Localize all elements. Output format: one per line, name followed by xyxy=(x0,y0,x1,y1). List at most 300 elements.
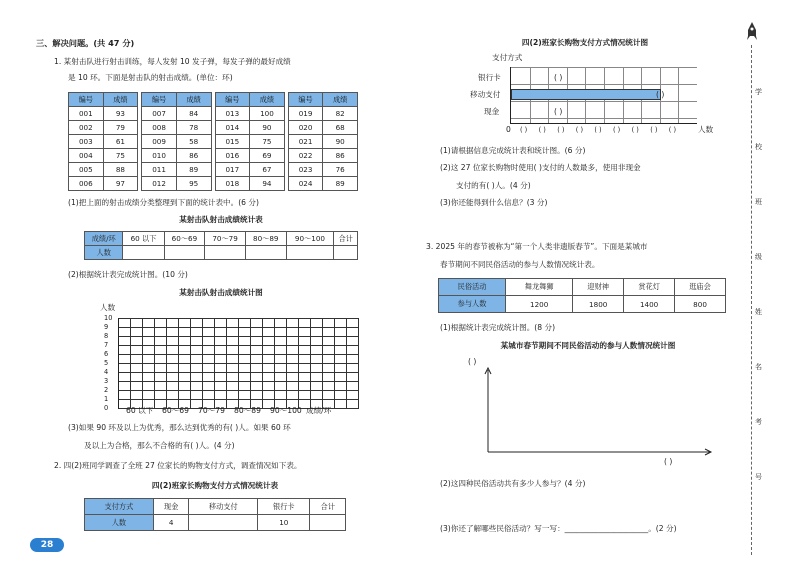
grid-cell[interactable] xyxy=(203,373,215,382)
grid-cell[interactable] xyxy=(155,364,167,373)
pay-xtick: ( ) xyxy=(631,126,639,134)
grid-cell[interactable] xyxy=(263,373,275,382)
grid-cell[interactable] xyxy=(131,382,143,391)
stat-answer-cell[interactable] xyxy=(164,246,205,260)
grid-cell[interactable] xyxy=(287,346,299,355)
score-value-cell: 90 xyxy=(250,121,285,135)
pay-xtick: ( ) xyxy=(594,126,602,134)
grid-cell[interactable] xyxy=(227,328,239,337)
stat-answer-cell[interactable] xyxy=(286,246,334,260)
folk-header: 赏花灯 xyxy=(624,279,675,296)
grid-cell[interactable] xyxy=(299,373,311,382)
grid-cell[interactable] xyxy=(239,391,251,400)
pay-hline xyxy=(511,118,697,119)
folk-chart-title: 某城市春节期间不同民俗活动的参与人数情况统计图 xyxy=(500,341,676,350)
pay-row-label: 人数 xyxy=(85,515,154,531)
grid-cell[interactable] xyxy=(263,319,275,328)
grid-cell[interactable] xyxy=(347,373,359,382)
q2-sub3: (3)你还能得到什么信息？(3 分) xyxy=(440,198,548,207)
folk-axes xyxy=(460,354,730,470)
shoot-xtick: 60～69 xyxy=(162,406,189,415)
grid-cell[interactable] xyxy=(119,328,131,337)
binding-label: 考 xyxy=(755,418,762,426)
grid-cell[interactable] xyxy=(275,382,287,391)
grid-cell[interactable] xyxy=(347,382,359,391)
grid-cell[interactable] xyxy=(263,391,275,400)
grid-cell[interactable] xyxy=(203,319,215,328)
grid-cell[interactable] xyxy=(239,382,251,391)
score-value-cell: 89 xyxy=(176,163,211,177)
stat-header: 80～89 xyxy=(245,232,286,246)
grid-cell[interactable] xyxy=(179,373,191,382)
grid-cell[interactable] xyxy=(287,337,299,346)
folk-row-label: 参与人数 xyxy=(439,296,506,313)
grid-cell[interactable] xyxy=(215,364,227,373)
score-value-cell: 78 xyxy=(176,121,211,135)
grid-cell[interactable] xyxy=(167,382,179,391)
grid-cell[interactable] xyxy=(143,337,155,346)
grid-cell[interactable] xyxy=(239,346,251,355)
grid-cell[interactable] xyxy=(347,364,359,373)
grid-cell[interactable] xyxy=(251,364,263,373)
grid-cell[interactable] xyxy=(167,364,179,373)
grid-cell[interactable] xyxy=(239,328,251,337)
pay-header: 银行卡 xyxy=(258,499,310,515)
stat-answer-cell[interactable] xyxy=(334,246,358,260)
grid-cell[interactable] xyxy=(143,364,155,373)
grid-cell[interactable] xyxy=(251,346,263,355)
folk-value: 800 xyxy=(675,296,726,313)
grid-cell[interactable] xyxy=(251,382,263,391)
shoot-xtick: 80～89 xyxy=(234,406,261,415)
grid-cell[interactable] xyxy=(311,382,323,391)
grid-cell[interactable] xyxy=(227,382,239,391)
pay-header: 移动支付 xyxy=(189,499,258,515)
pay-end-bank: ( ) xyxy=(554,73,563,82)
pay-cat-bank: 银行卡 xyxy=(478,73,501,82)
grid-cell[interactable] xyxy=(167,346,179,355)
grid-cell[interactable] xyxy=(287,328,299,337)
grid-cell[interactable] xyxy=(155,328,167,337)
grid-cell[interactable] xyxy=(311,364,323,373)
grid-cell[interactable] xyxy=(323,337,335,346)
shoot-grid[interactable] xyxy=(118,318,359,409)
pay-plot[interactable] xyxy=(510,67,697,124)
score-table-body xyxy=(69,107,358,191)
grid-cell[interactable] xyxy=(203,391,215,400)
score-id-cell: 020 xyxy=(288,121,323,135)
grid-cell[interactable] xyxy=(167,391,179,400)
grid-cell[interactable] xyxy=(263,364,275,373)
grid-cell[interactable] xyxy=(287,355,299,364)
q1-sub1: (1)把上面的射击成绩分类整理到下面的统计表中。(6 分) xyxy=(68,198,259,207)
grid-cell[interactable] xyxy=(119,337,131,346)
grid-cell[interactable] xyxy=(251,391,263,400)
grid-cell[interactable] xyxy=(323,328,335,337)
grid-cell[interactable] xyxy=(179,337,191,346)
grid-cell[interactable] xyxy=(143,391,155,400)
score-id-cell: 023 xyxy=(288,163,323,177)
q3-sub3: (3)你还了解哪些民俗活动？写一写：______________________。(2 分) xyxy=(440,524,677,533)
folk-header: 迎财神 xyxy=(573,279,624,296)
shoot-ytick: 8 xyxy=(104,332,109,340)
grid-cell[interactable] xyxy=(239,355,251,364)
grid-cell[interactable] xyxy=(191,391,203,400)
grid-cell[interactable] xyxy=(323,355,335,364)
grid-cell[interactable] xyxy=(215,346,227,355)
grid-cell[interactable] xyxy=(335,355,347,364)
score-id-cell: 004 xyxy=(69,149,104,163)
grid-cell[interactable] xyxy=(191,319,203,328)
grid-cell[interactable] xyxy=(131,328,143,337)
grid-cell[interactable] xyxy=(203,382,215,391)
grid-cell[interactable] xyxy=(167,319,179,328)
score-id-cell: 002 xyxy=(69,121,104,135)
score-id-cell: 009 xyxy=(142,135,177,149)
grid-cell[interactable] xyxy=(311,319,323,328)
score-header: 编号 xyxy=(215,93,250,107)
q1-sub3-line1: (3)如果 90 环及以上为优秀，那么达到优秀的有( )人。如果 60 环 xyxy=(68,423,291,432)
grid-cell[interactable] xyxy=(143,355,155,364)
binding-line xyxy=(751,45,752,555)
grid-cell[interactable] xyxy=(299,337,311,346)
grid-cell[interactable] xyxy=(335,373,347,382)
pay-chart-title: 四(2)班家长购物支付方式情况统计图 xyxy=(521,38,649,47)
grid-cell[interactable] xyxy=(251,337,263,346)
pay-chart-ylabel: 支付方式 xyxy=(492,53,523,62)
grid-cell[interactable] xyxy=(335,400,347,409)
grid-cell[interactable] xyxy=(191,373,203,382)
score-header: 编号 xyxy=(142,93,177,107)
grid-cell[interactable] xyxy=(179,355,191,364)
grid-cell[interactable] xyxy=(299,364,311,373)
stat-answer-cell[interactable] xyxy=(123,246,164,260)
pay-x-zero: 0 xyxy=(506,125,511,134)
grid-cell[interactable] xyxy=(275,346,287,355)
grid-cell[interactable] xyxy=(143,346,155,355)
grid-cell[interactable] xyxy=(287,373,299,382)
grid-cell[interactable] xyxy=(323,373,335,382)
grid-cell[interactable] xyxy=(251,355,263,364)
pay-hline xyxy=(511,101,697,102)
grid-cell[interactable] xyxy=(155,355,167,364)
grid-cell[interactable] xyxy=(227,337,239,346)
score-id-cell: 015 xyxy=(215,135,250,149)
grid-cell[interactable] xyxy=(131,355,143,364)
grid-cell[interactable] xyxy=(299,382,311,391)
pay-header: 现金 xyxy=(153,499,189,515)
grid-cell[interactable] xyxy=(131,337,143,346)
grid-cell[interactable] xyxy=(143,382,155,391)
grid-cell[interactable] xyxy=(215,373,227,382)
shoot-chart xyxy=(88,300,378,420)
grid-cell[interactable] xyxy=(227,346,239,355)
score-value-cell: 75 xyxy=(103,149,138,163)
grid-cell[interactable] xyxy=(311,328,323,337)
shoot-ytick: 4 xyxy=(104,368,109,376)
grid-cell[interactable] xyxy=(275,364,287,373)
grid-cell[interactable] xyxy=(335,391,347,400)
folk-chart[interactable] xyxy=(460,354,730,470)
stat-table-title: 某射击队射击成绩统计表 xyxy=(179,215,263,224)
folk-value: 1400 xyxy=(624,296,675,313)
folk-value: 1800 xyxy=(573,296,624,313)
grid-cell[interactable] xyxy=(203,346,215,355)
grid-cell[interactable] xyxy=(227,364,239,373)
grid-cell[interactable] xyxy=(203,328,215,337)
score-header: 成绩 xyxy=(176,93,211,107)
pay-header: 支付方式 xyxy=(85,499,154,515)
score-value-cell: 67 xyxy=(250,163,285,177)
grid-cell[interactable] xyxy=(119,355,131,364)
grid-cell[interactable] xyxy=(191,346,203,355)
score-id-cell: 007 xyxy=(142,107,177,121)
grid-cell[interactable] xyxy=(239,364,251,373)
grid-cell[interactable] xyxy=(347,319,359,328)
grid-cell[interactable] xyxy=(311,391,323,400)
pay-bank-count: 10 xyxy=(258,515,310,531)
q3-sub2: (2)这四种民俗活动共有多少人参与？(4 分) xyxy=(440,479,586,488)
grid-cell[interactable] xyxy=(119,319,131,328)
score-id-cell: 012 xyxy=(142,177,177,191)
score-value-cell: 58 xyxy=(176,135,211,149)
pay-xtick: ( ) xyxy=(557,126,565,134)
grid-cell[interactable] xyxy=(275,319,287,328)
grid-cell[interactable] xyxy=(287,382,299,391)
grid-cell[interactable] xyxy=(203,364,215,373)
q2-sub2-line2: 支付的有( )人。(4 分) xyxy=(456,181,531,190)
grid-cell[interactable] xyxy=(299,355,311,364)
shoot-ytick: 7 xyxy=(104,341,109,349)
grid-cell[interactable] xyxy=(299,319,311,328)
grid-cell[interactable] xyxy=(311,337,323,346)
binding-label: 班 xyxy=(755,198,762,206)
grid-cell[interactable] xyxy=(215,337,227,346)
stat-header: 70～79 xyxy=(205,232,246,246)
grid-cell[interactable] xyxy=(143,328,155,337)
stat-answer-cell[interactable] xyxy=(245,246,286,260)
grid-cell[interactable] xyxy=(215,382,227,391)
grid-cell[interactable] xyxy=(119,373,131,382)
grid-cell[interactable] xyxy=(131,346,143,355)
grid-cell[interactable] xyxy=(131,364,143,373)
grid-cell[interactable] xyxy=(215,355,227,364)
score-id-cell: 003 xyxy=(69,135,104,149)
grid-cell[interactable] xyxy=(263,355,275,364)
grid-cell[interactable] xyxy=(347,337,359,346)
score-row xyxy=(69,107,358,121)
pay-mobile-answer[interactable] xyxy=(189,515,258,531)
q2-sub2-line1: (2)这 27 位家长购物时使用( )支付的人数最多，使用非现金 xyxy=(440,163,641,172)
grid-cell[interactable] xyxy=(143,319,155,328)
grid-cell[interactable] xyxy=(155,382,167,391)
shoot-chart-ylabel: 人数 xyxy=(100,303,116,312)
q2-line1: 2. 四(2)班同学调查了全班 27 位家长的购物支付方式，调查情况如下表。 xyxy=(54,461,302,470)
score-id-cell: 008 xyxy=(142,121,177,135)
grid-cell[interactable] xyxy=(131,373,143,382)
grid-cell[interactable] xyxy=(323,319,335,328)
rocket-icon xyxy=(747,22,757,42)
grid-cell[interactable] xyxy=(119,346,131,355)
grid-cell[interactable] xyxy=(191,328,203,337)
section-heading: 三、解决问题。(共 47 分) xyxy=(36,38,135,48)
grid-cell[interactable] xyxy=(275,328,287,337)
score-id-cell: 024 xyxy=(288,177,323,191)
grid-cell[interactable] xyxy=(323,364,335,373)
score-id-cell: 013 xyxy=(215,107,250,121)
grid-cell[interactable] xyxy=(155,319,167,328)
folk-header: 民俗活动 xyxy=(439,279,506,296)
folk-chart-ylabel: ( ) xyxy=(468,357,477,366)
grid-cell[interactable] xyxy=(311,355,323,364)
grid-cell[interactable] xyxy=(143,373,155,382)
shoot-ytick: 3 xyxy=(104,377,109,385)
grid-cell[interactable] xyxy=(167,355,179,364)
grid-cell[interactable] xyxy=(119,382,131,391)
grid-cell[interactable] xyxy=(251,328,263,337)
score-row xyxy=(69,177,358,191)
pay-xtick: ( ) xyxy=(520,126,528,134)
grid-cell[interactable] xyxy=(323,382,335,391)
grid-cell[interactable] xyxy=(155,373,167,382)
grid-cell[interactable] xyxy=(191,337,203,346)
grid-cell[interactable] xyxy=(347,391,359,400)
grid-cell[interactable] xyxy=(191,382,203,391)
grid-cell[interactable] xyxy=(335,364,347,373)
grid-cell[interactable] xyxy=(299,328,311,337)
shoot-ytick: 6 xyxy=(104,350,109,358)
grid-cell[interactable] xyxy=(167,337,179,346)
stat-header: 成绩/环 xyxy=(85,232,123,246)
grid-cell[interactable] xyxy=(263,382,275,391)
grid-cell[interactable] xyxy=(299,346,311,355)
grid-cell[interactable] xyxy=(287,364,299,373)
pay-xtick: ( ) xyxy=(538,126,546,134)
score-value-cell: 86 xyxy=(176,149,211,163)
score-value-cell: 97 xyxy=(103,177,138,191)
score-id-cell: 010 xyxy=(142,149,177,163)
grid-cell[interactable] xyxy=(191,364,203,373)
folk-value: 1200 xyxy=(506,296,573,313)
score-row xyxy=(69,163,358,177)
grid-cell[interactable] xyxy=(347,346,359,355)
binding-label: 名 xyxy=(755,363,762,371)
folk-table xyxy=(438,278,726,313)
grid-cell[interactable] xyxy=(275,355,287,364)
grid-cell[interactable] xyxy=(323,391,335,400)
pay-cat-cash: 现金 xyxy=(484,107,500,116)
grid-cell[interactable] xyxy=(275,391,287,400)
grid-cell[interactable] xyxy=(347,328,359,337)
pay-xtick: ( ) xyxy=(613,126,621,134)
grid-cell[interactable] xyxy=(263,337,275,346)
score-value-cell: 100 xyxy=(250,107,285,121)
grid-cell[interactable] xyxy=(119,391,131,400)
pay-end-cash: ( ) xyxy=(554,107,563,116)
grid-cell[interactable] xyxy=(239,319,251,328)
grid-cell[interactable] xyxy=(335,346,347,355)
shoot-ytick: 2 xyxy=(104,386,109,394)
grid-cell[interactable] xyxy=(155,337,167,346)
shoot-ytick: 9 xyxy=(104,323,109,331)
grid-cell[interactable] xyxy=(179,319,191,328)
grid-cell[interactable] xyxy=(179,391,191,400)
pay-total-answer[interactable] xyxy=(310,515,346,531)
grid-cell[interactable] xyxy=(215,391,227,400)
stat-header: 90～100 xyxy=(286,232,334,246)
grid-cell[interactable] xyxy=(347,355,359,364)
grid-cell[interactable] xyxy=(335,328,347,337)
grid-cell[interactable] xyxy=(179,364,191,373)
grid-cell[interactable] xyxy=(299,391,311,400)
stat-table xyxy=(84,231,358,260)
grid-cell[interactable] xyxy=(227,391,239,400)
grid-cell[interactable] xyxy=(335,382,347,391)
grid-cell[interactable] xyxy=(215,319,227,328)
grid-cell[interactable] xyxy=(347,400,359,409)
shoot-ytick: 10 xyxy=(104,314,113,322)
grid-cell[interactable] xyxy=(131,391,143,400)
grid-cell[interactable] xyxy=(239,373,251,382)
grid-cell[interactable] xyxy=(119,364,131,373)
shoot-ytick: 5 xyxy=(104,359,109,367)
grid-cell[interactable] xyxy=(251,373,263,382)
grid-cell[interactable] xyxy=(191,355,203,364)
pay-end-mobile: ( ) xyxy=(656,90,665,99)
grid-cell[interactable] xyxy=(335,319,347,328)
score-value-cell: 94 xyxy=(250,177,285,191)
page-number: 28 xyxy=(40,540,54,550)
binding-label: 级 xyxy=(755,253,762,261)
grid-cell[interactable] xyxy=(155,346,167,355)
grid-cell[interactable] xyxy=(311,373,323,382)
grid-cell[interactable] xyxy=(167,373,179,382)
score-value-cell: 84 xyxy=(176,107,211,121)
grid-cell[interactable] xyxy=(263,328,275,337)
grid-cell[interactable] xyxy=(167,328,179,337)
grid-cell[interactable] xyxy=(287,319,299,328)
grid-cell[interactable] xyxy=(311,346,323,355)
grid-cell[interactable] xyxy=(215,328,227,337)
grid-cell[interactable] xyxy=(179,382,191,391)
score-header: 编号 xyxy=(69,93,104,107)
grid-cell[interactable] xyxy=(263,346,275,355)
pay-xtick: ( ) xyxy=(650,126,658,134)
shoot-xtick: 60 以下 xyxy=(126,406,154,415)
stat-answer-cell[interactable] xyxy=(205,246,246,260)
grid-cell[interactable] xyxy=(155,391,167,400)
folk-header: 逛庙会 xyxy=(675,279,726,296)
grid-cell[interactable] xyxy=(179,328,191,337)
grid-cell[interactable] xyxy=(227,373,239,382)
grid-cell[interactable] xyxy=(227,319,239,328)
grid-cell[interactable] xyxy=(275,373,287,382)
grid-cell[interactable] xyxy=(203,337,215,346)
grid-cell[interactable] xyxy=(287,391,299,400)
grid-cell[interactable] xyxy=(323,346,335,355)
grid-cell[interactable] xyxy=(275,337,287,346)
grid-cell[interactable] xyxy=(251,319,263,328)
score-value-cell: 76 xyxy=(323,163,358,177)
grid-cell[interactable] xyxy=(239,337,251,346)
grid-cell[interactable] xyxy=(203,355,215,364)
grid-cell[interactable] xyxy=(227,355,239,364)
folk-chart-xlabel: ( ) xyxy=(664,457,673,466)
grid-cell[interactable] xyxy=(335,337,347,346)
q3-line2: 春节期间不同民俗活动的参与人数情况统计表。 xyxy=(440,260,600,269)
grid-cell[interactable] xyxy=(179,346,191,355)
grid-cell[interactable] xyxy=(131,319,143,328)
